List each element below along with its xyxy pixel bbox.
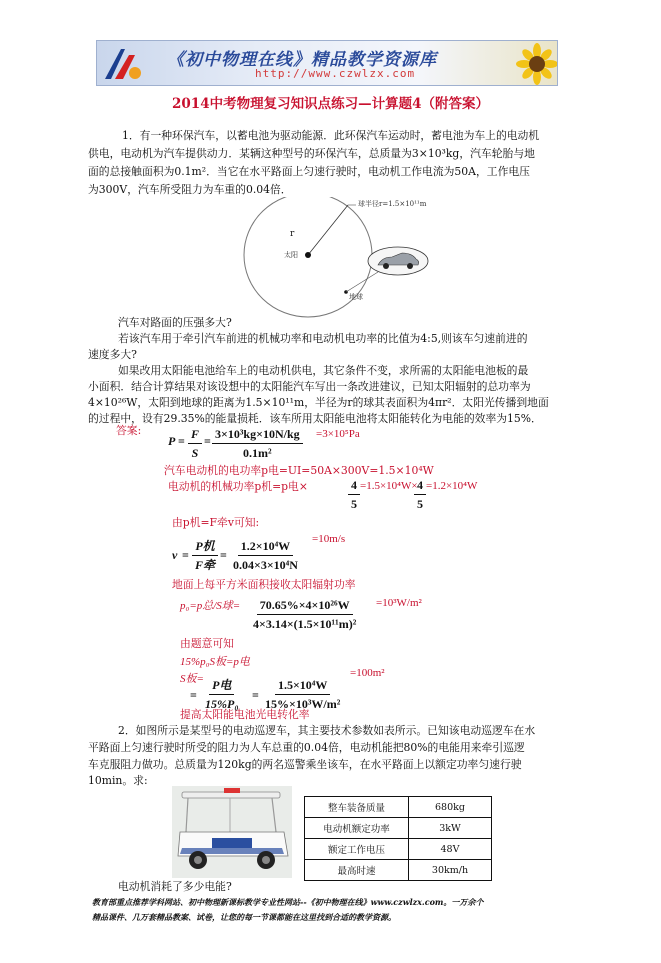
denominator: 0.1m² bbox=[243, 446, 272, 460]
radius-label: r bbox=[290, 229, 295, 239]
p0-result: =10³W/m² bbox=[376, 597, 422, 609]
by-question-text: 由题意可知 bbox=[180, 637, 234, 650]
v-formula-result: =10m/s bbox=[312, 533, 346, 545]
numerator: 4 bbox=[414, 478, 426, 495]
denominator: 5 bbox=[417, 497, 423, 511]
motor-power-line: 汽车电动机的电功率p电=UI=50A×300V=1.5×10⁴W bbox=[164, 464, 434, 477]
s-formula-result: =100m² bbox=[350, 667, 385, 679]
q1-sub-6: 4×10²⁶W，太阳到地球的距离为1.5×10¹¹m，半径为r的球其表面积为4πr²．太阳光传播到地面 bbox=[88, 396, 549, 409]
spec-value: 48V bbox=[409, 839, 492, 860]
denominator: S bbox=[191, 446, 199, 460]
mech-power-frac-2 bbox=[414, 478, 426, 511]
answer-label: 答案: bbox=[116, 424, 142, 437]
equals-sign: = bbox=[220, 548, 227, 562]
numerator: 4 bbox=[348, 478, 360, 495]
spec-key: 额定工作电压 bbox=[305, 839, 409, 860]
from-formula: 由p机=F牵v可知: bbox=[172, 516, 260, 529]
v-formula-lhs: v bbox=[172, 548, 178, 562]
spec-value: 680kg bbox=[409, 797, 492, 818]
sunflower-icon bbox=[511, 41, 558, 86]
p-formula-result: =3×10⁵Pa bbox=[316, 428, 360, 440]
p0-pre: p₀=p总/S球= bbox=[180, 600, 241, 612]
table-row bbox=[305, 839, 492, 860]
banner-url: http://www.czwlzx.com bbox=[255, 67, 416, 80]
table-row bbox=[305, 860, 492, 881]
q1-sub-2: 若该汽车用于牵引汽车前进的机械功率和电动机电功率的比值为4:5,则该车匀速前进的 bbox=[118, 332, 528, 345]
q1-line-1: 1．有一种环保汽车，以蓄电池为驱动能源．此环保汽车运动时，蓄电池为车上的电动机 bbox=[122, 129, 540, 142]
spec-value: 3kW bbox=[409, 818, 492, 839]
numerator: P机 bbox=[192, 539, 217, 556]
orbit-radius-label: 球半径r=1.5×10¹¹m bbox=[358, 200, 427, 208]
denominator: 4×3.14×(1.5×10¹¹m)² bbox=[253, 617, 357, 631]
p-formula-lhs: P bbox=[168, 434, 176, 448]
denominator: F牵 bbox=[195, 558, 216, 572]
numerator: 70.65%×4×10²⁶W bbox=[257, 598, 353, 615]
numerator: F bbox=[188, 427, 202, 444]
equals-sign: = bbox=[178, 434, 185, 448]
s-pre: S板= bbox=[180, 673, 204, 685]
spec-key: 整车装备质量 bbox=[305, 797, 409, 818]
q1-sub-5: 小面积．结合计算结果对该设想中的太阳能汽车写出一条改进建议，已知太阳辐射的总功率为 bbox=[88, 380, 531, 393]
mech-power-frac-1 bbox=[348, 478, 360, 511]
radiation-title: 地面上每平方米面积接收太阳辐射功率 bbox=[172, 578, 356, 591]
denominator: 15%×10³W/m² bbox=[265, 697, 341, 711]
footer-line-2: 精品课件、几万套精品教案、试卷，让您的每一节课都能在这里找到合适的教学资源。 bbox=[92, 912, 396, 922]
p-formula-frac-1 bbox=[188, 427, 202, 460]
equals-sign: = bbox=[252, 688, 259, 702]
spec-key: 最高时速 bbox=[305, 860, 409, 881]
spec-table bbox=[304, 796, 492, 881]
q1-sub-3: 速度多大? bbox=[88, 348, 137, 361]
mech-power-result: =1.2×10⁴W bbox=[426, 480, 478, 492]
footer-line-1: 教育部重点推荐学科网站、初中物理新课标教学专业性网站--《初中物理在线》www.czwlzx.com。一万余个 bbox=[92, 897, 484, 907]
q2-line-1: 2．如图所示是某型号的电动巡逻车，其主要技术参数如表所示。已知该电动巡逻车在水 bbox=[118, 724, 536, 737]
v-formula-frac-2 bbox=[230, 539, 301, 572]
table-row bbox=[305, 818, 492, 839]
q2-line-2: 平路面上匀速行驶时所受的阻力为人车总重的0.04倍，电动机能把80%的电能用来牵引巡逻 bbox=[88, 741, 525, 754]
q2-line-3: 车克服阻力做功。总质量为120kg的两名巡警乘坐该车，在水平路面上以额定功率匀速行驶 bbox=[88, 758, 522, 771]
numerator: P电 bbox=[209, 678, 234, 695]
denominator: 0.04×3×10⁴N bbox=[233, 558, 298, 572]
p-formula-frac-2 bbox=[212, 427, 303, 460]
p0-frac bbox=[250, 598, 359, 631]
denominator: 15%P₀ bbox=[205, 697, 239, 711]
numerator: 1.2×10⁴W bbox=[238, 539, 293, 556]
q1-sub-7: 的过程中，设有29.35%的能量损耗．该车所用太阳能电池将太阳能转化为电能的效率为15%． bbox=[88, 412, 542, 425]
equals-sign: = bbox=[204, 434, 211, 448]
numerator: 1.5×10⁴W bbox=[275, 678, 330, 695]
suggestion-text: 提高太阳能电池光电转化率 bbox=[180, 708, 310, 721]
q1-line-2: 供电，电动机为汽车提供动力．某辆这种型号的环保汽车，总质量为3×10³kg，汽车轮胎与地 bbox=[88, 147, 535, 160]
equals-sign: = bbox=[182, 548, 189, 562]
q1-sub-4: 如果改用太阳能电池给车上的电动机供电，其它条件不变，求所需的太阳能电池板的最 bbox=[118, 364, 529, 377]
equals-sign: = bbox=[190, 688, 197, 702]
denominator: 5 bbox=[351, 497, 357, 511]
q1-line-4: 为300V，汽车所受阻力为车重的0.04倍． bbox=[88, 183, 292, 196]
q1-line-3: 面的总接触面积为0.1m²．当它在水平路面上匀速行驶时，电动机工作电流为50A，工作电压 bbox=[88, 165, 530, 178]
patrol-car-image bbox=[172, 786, 292, 878]
numerator: 3×10³kg×10N/kg bbox=[212, 427, 303, 444]
mech-power-pre: 电动机的机械功率p机=p电× bbox=[168, 480, 308, 493]
site-logo-icon bbox=[101, 45, 145, 83]
sun-label: 太阳 bbox=[284, 251, 298, 259]
spec-value: 30km/h bbox=[409, 860, 492, 881]
q2-question: 电动机消耗了多少电能? bbox=[118, 880, 232, 893]
page-title: 2014中考物理复习知识点练习—计算题4（附答案） bbox=[172, 96, 489, 112]
equation-line: 15%p₀S板=p电 bbox=[180, 656, 250, 668]
q2-line-4: 10min。求: bbox=[88, 774, 148, 787]
sun-earth-diagram bbox=[236, 197, 436, 327]
v-formula-frac-1 bbox=[192, 539, 218, 572]
spec-key: 电动机额定功率 bbox=[305, 818, 409, 839]
q1-sub-1: 汽车对路面的压强多大? bbox=[118, 316, 232, 329]
table-row bbox=[305, 797, 492, 818]
header-banner bbox=[96, 40, 558, 86]
mech-power-mid: =1.5×10⁴W× bbox=[360, 480, 418, 492]
banner-title: 《初中物理在线》精品教学资源库 bbox=[167, 50, 437, 70]
earth-label: 地球 bbox=[349, 293, 363, 301]
